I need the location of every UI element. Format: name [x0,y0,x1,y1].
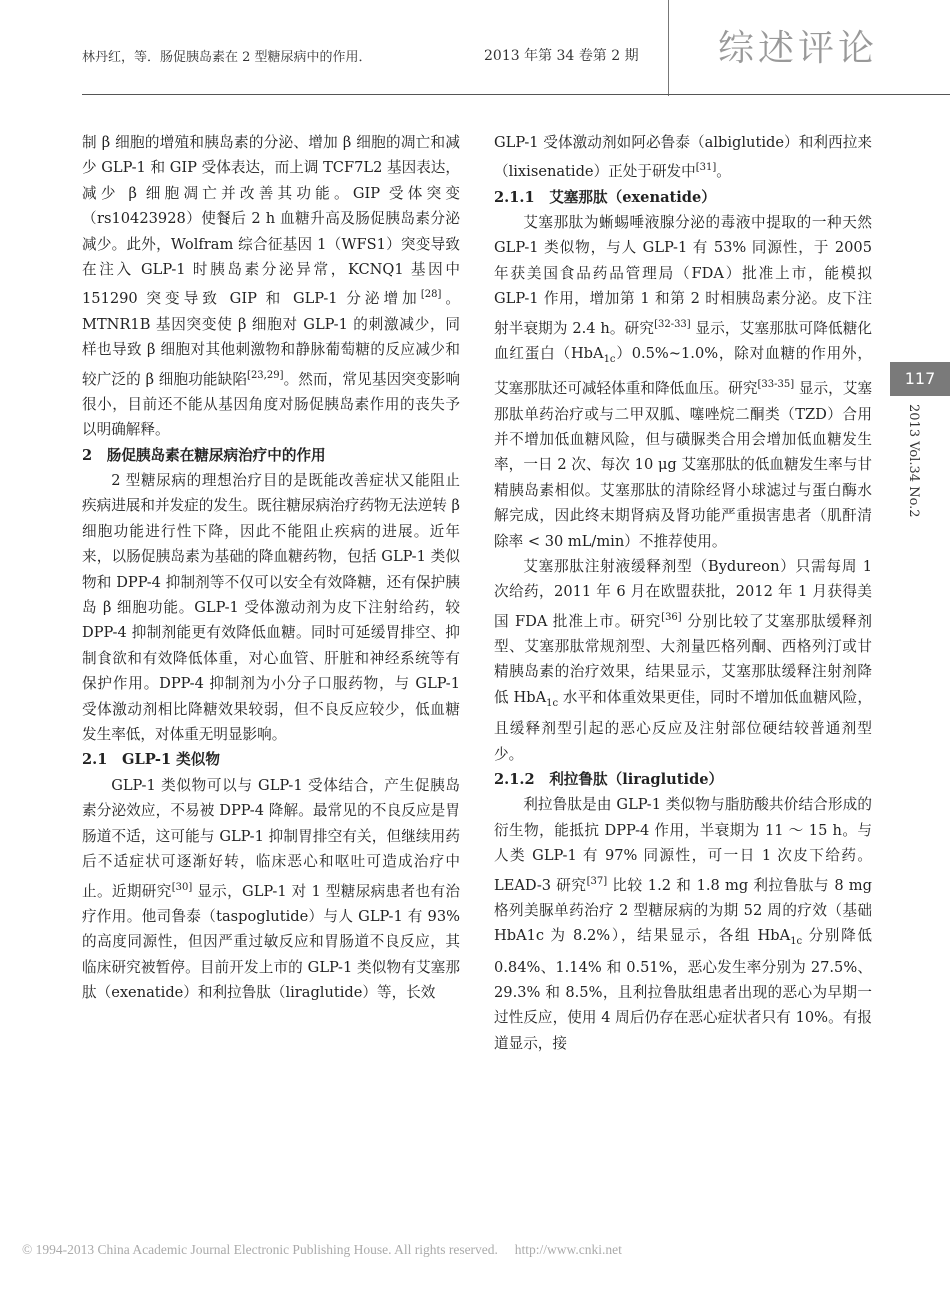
text: 分别降低 0.84%、1.14% 和 0.51%，恶心发生率分别为 27.5%、29.3% 和 8.5%，且利拉鲁肽组患者出现的恶心为早期一过性反应，使用 4 周后仍存在恶心症状者只有 10%。有报道显示，接 [494,927,872,1052]
text: 艾塞那肽为蜥蜴唾液腺分泌的毒液中提取的一种天然 GLP-1 类似物，与人 GLP-1 有 53% 同源性，于 2005 年获美国食品药品管理局（FDA）批准上市，能模拟 GLP-1 作用，增加第 1 和第 2 时相胰岛素分泌。皮下注射半衰期为 2.4 h。研究 [494,214,872,337]
text: 比较 1.2 和 1.8 mg 利拉鲁肽与 8 mg 格列美脲单药治疗 2 型糖尿病的为期 52 周的疗效（基础 HbA1c 为 8.2%），结果显示，各组 HbA [494,876,872,945]
text: 。MTNR1B 基因突变使 β 细胞对 GLP-1 的刺激减少，同样也导致 β 细胞对其他刺激物和静脉葡萄糖的反应减少和较广泛的 β 细胞功能缺陷 [82,290,460,388]
citation: [32-33] [654,318,691,330]
citation: [28] [420,289,442,301]
text: 。 [716,163,731,181]
section-heading: 2 肠促胰岛素在糖尿病治疗中的作用 [82,446,326,464]
text: 。然而，常见基因突变影响很小，目前还不能从基因角度对肠促胰岛素作用的丧失予以明确解释。 [82,370,460,439]
header-divider [668,0,669,96]
paragraph [494,792,872,1056]
text: GLP-1 类似物可以与 GLP-1 受体结合，产生促胰岛素分泌效应，不易被 DPP-4 降解。最常见的不良反应是胃肠道不适，这可能与 GLP-1 抑制胃排空有关，但继续用药后不适症状可逐渐好转，临床恶心和呕吐可造成治疗中止。近期研究 [82,776,460,900]
citation: [23,29] [247,369,284,381]
right-column [494,130,872,1056]
subsubsection-heading: 2.1.2 利拉鲁肽（liraglutide） [494,771,724,788]
citation: [31] [695,162,717,174]
text: 分别比较了艾塞那肽缓释剂型、艾塞那肽常规剂型、大剂量匹格列酮、西格列汀或甘精胰岛素的治疗效果，结果显示，艾塞那肽缓释注射剂降低 HbA [494,612,872,706]
text: GLP-1 受体激动剂如阿必鲁泰（albiglutide）和利西拉来（lixisenatide）正处于研发中 [494,134,872,181]
text: 利拉鲁肽是由 GLP-1 类似物与脂肪酸共价结合形成的衍生物，能抵抗 DPP-4 作用，半衰期为 11 ～ 15 h。与人类 GLP-1 有 97% 同源性，可一日 1 次皮下给药。LEAD-3 研究 [494,796,872,894]
paragraph: 2 型糖尿病的理想治疗目的是既能改善症状又能阻止疾病进展和并发症的发生。既往糖尿病治疗药物无法逆转 β 细胞功能进行性下降，因此不能阻止疾病的进展。近年来，以肠促胰岛素为基础的降血糖药物，包括 GLP-1 类似物和 DPP-4 抑制剂等不仅可以安全有效降糖，还有保护胰岛 β 细胞功能。GLP-1 受体激动剂为皮下注射给药，较 DPP-4 抑制剂能更有效降低血糖。同时可延缓胃排空、抑制食欲和有效降低体重，对心血管、肝脏和神经系统等有保护作用。DPP-4 抑制剂为小分子口服药物，与 GLP-1 受体激动剂相比降糖效果较弱，但不良反应较少，低血糖发生率低，对体重无明显影响。 [82,472,460,744]
text: 艾塞那肽注射液缓释剂型（Bydureon）只需每周 1 次给药，2011 年 6 月在欧盟获批，2012 年 1 月获得美国 FDA 批准上市。研究 [494,557,872,630]
header-rule [82,94,950,95]
citation: [33-35] [757,379,795,391]
running-header-issue: 2013 年第 34 卷第 2 期 [484,48,639,64]
vertical-issue-label: 2013 Vol.34 No.2 [906,404,921,518]
section-title: 综述评论 [718,28,879,69]
text: 显示，艾塞那肽可降低糖化血红蛋白（HbA [494,319,873,362]
text: 显示，艾塞那肽单药治疗或与二甲双胍、噻唑烷二酮类（TZD）合用并不增加低血糖风险，但与磺脲类合用会增加低血糖发生率，一日 2 次、每次 10 μg 艾塞那肽的低血糖发生率与甘精胰岛素相似。艾塞那肽的清除经肾小球滤过与蛋白酶水解完成，因此终末期肾病及肾功能严重损害患者（肌酐清除率 < 30 mL/min）不推荐使用。 [494,380,872,550]
citation: [30] [171,881,193,893]
citation: [36] [661,611,682,623]
text: 制 β 细胞的增殖和胰岛素的分泌、增加 β 细胞的凋亡和减少 GLP-1 和 GIP 受体表达，而上调 TCF7L2 基因表达，减少 β 细胞凋亡并改善其功能。GIP 受体突变（rs10423928）使餐后 2 h 血糖升高及肠促胰岛素分泌减少。此外，Wolfram 综合征基因 1（WFS1）突变导致在注入 GLP-1 时胰岛素分泌异常，KCNQ1 基因中 151290 突变导致 GIP 和 GLP-1 分泌增加 [82,134,460,308]
paragraph [494,554,872,767]
paragraph [494,210,872,554]
paragraph [82,773,460,1006]
subscript: 1c [603,353,616,365]
left-column [82,130,460,1005]
subscript: 1c [790,936,803,948]
paragraph [82,130,460,443]
subsection-heading: 2.1 GLP-1 类似物 [82,751,220,769]
paragraph [494,130,872,185]
subsubsection-heading: 2.1.1 艾塞那肽（exenatide） [494,188,716,206]
page-number-tab: 117 [890,362,950,396]
text: 水平和体重效果更佳，同时不增加低血糖风险，且缓释剂型引起的恶心反应及注射部位硬结较普通剂型少。 [494,688,872,763]
text: 显示，GLP-1 对 1 型糖尿病患者也有治疗作用。他司鲁泰（taspoglutide）与人 GLP-1 有 93% 的高度同源性，但因严重过敏反应和胃肠道不良反应，其临床研究被暂停。目前开发上市的 GLP-1 类似物有艾塞那肽（exenatide）和利拉鲁肽（liraglutide）等，长效 [82,882,460,1001]
running-header-authors: 林丹红，等．肠促胰岛素在 2 型糖尿病中的作用． [82,50,372,65]
text: ）0.5%~1.0%，除对血糖的作用外，艾塞那肽还可减轻体重和降低血压。研究 [494,344,872,398]
citation: [37] [586,875,608,887]
copyright-footer: © 1994-2013 China Academic Journal Electronic Publishing House. All rights reserved. http://www.cnki.net [22,1242,622,1257]
subscript: 1c [546,697,559,709]
